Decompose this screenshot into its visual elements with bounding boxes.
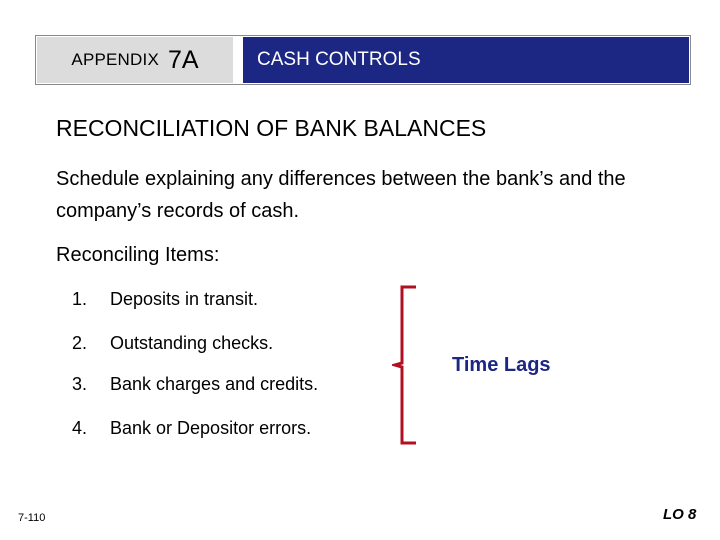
- appendix-word: APPENDIX: [71, 50, 159, 69]
- time-lags-label: Time Lags: [452, 354, 551, 376]
- list-item-number: 3.: [72, 374, 88, 394]
- appendix-number: 7A: [167, 45, 199, 74]
- topic-banner: [243, 37, 689, 83]
- list-item-text: Outstanding checks.: [110, 333, 274, 353]
- slide-title: RECONCILIATION OF BANK BALANCES: [56, 115, 487, 141]
- list-item-text: Bank or Depositor errors.: [110, 418, 312, 438]
- list-item: [72, 289, 258, 310]
- page-number: 7-110: [18, 512, 46, 524]
- learning-objective-label: LO 8: [663, 506, 697, 523]
- description-text: Schedule explaining any differences between the bank’s and the company’s records of cash.: [56, 168, 626, 222]
- list-item: [72, 333, 273, 354]
- list-item: [72, 418, 311, 439]
- topic-title: CASH CONTROLS: [257, 49, 421, 70]
- bracket-brace: [392, 285, 422, 445]
- reconciling-items-label: Reconciling Items:: [56, 244, 220, 266]
- list-item-text: Bank charges and credits.: [110, 374, 319, 394]
- list-item: [72, 374, 318, 395]
- list-item-text: Deposits in transit.: [110, 289, 259, 309]
- list-item-number: 2.: [72, 333, 88, 353]
- list-item-number: 4.: [72, 418, 88, 438]
- appendix-box: [37, 37, 233, 83]
- list-item-number: 1.: [72, 289, 88, 309]
